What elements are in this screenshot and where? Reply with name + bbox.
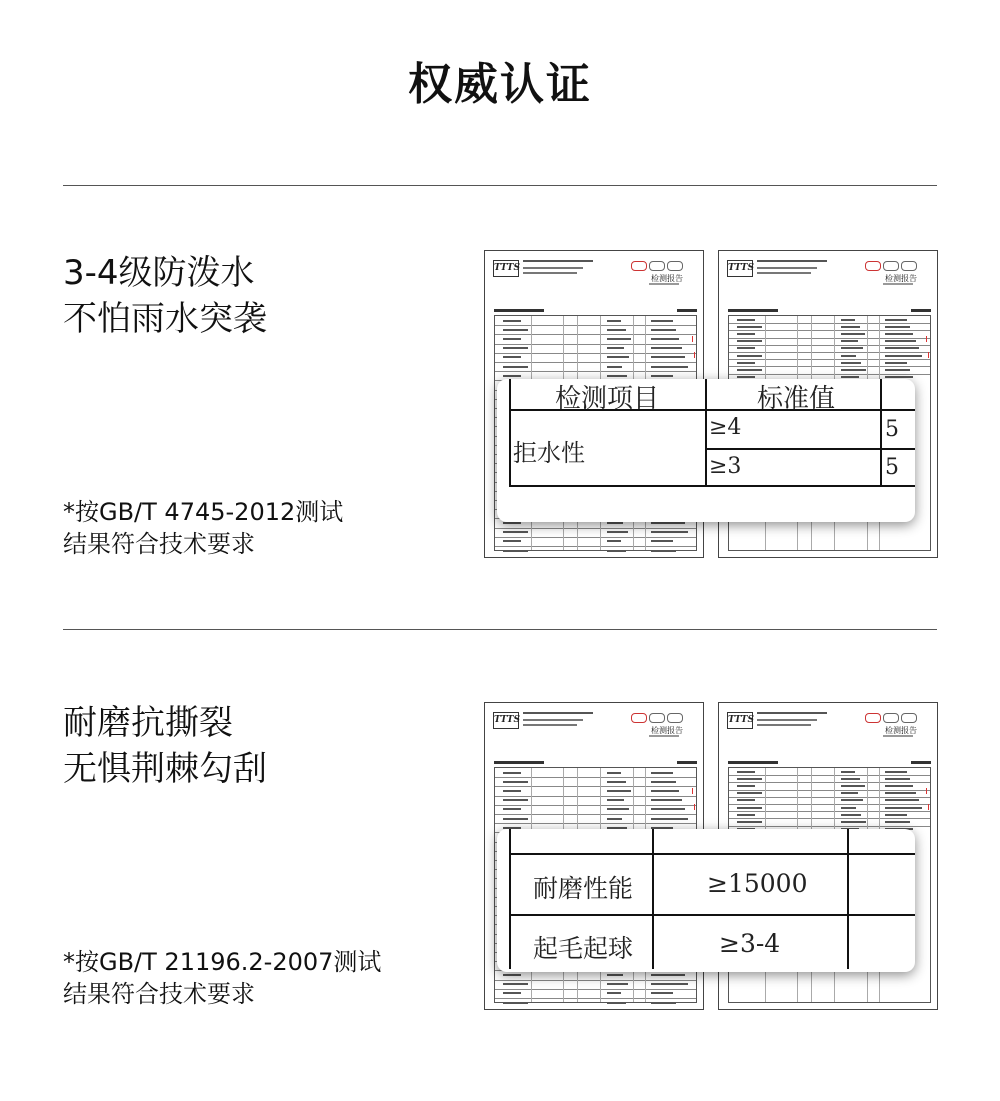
table-text	[885, 821, 910, 823]
table-text	[607, 781, 626, 783]
report-subtitle-line	[649, 283, 679, 285]
report-title: 检测报告	[651, 726, 683, 735]
table-text	[503, 790, 521, 792]
table-rule	[495, 777, 696, 778]
zoomed-result-table	[497, 379, 915, 522]
table-text	[503, 540, 521, 542]
table-text	[503, 347, 528, 349]
table-text	[607, 347, 624, 349]
table-text	[885, 319, 907, 321]
table-text	[885, 369, 910, 371]
table-text	[503, 974, 521, 976]
report-subtitle-line	[649, 735, 679, 737]
table-text	[885, 347, 919, 349]
table-text	[737, 807, 762, 809]
page-number-line	[911, 761, 931, 764]
table-text	[841, 778, 860, 780]
table-text	[651, 781, 676, 783]
ilac-badge-icon	[649, 261, 665, 271]
zoomed-result-table	[497, 829, 915, 972]
cma-badge-icon	[865, 261, 881, 271]
table-text	[841, 821, 866, 823]
table-cell-item: 起毛起球	[533, 934, 634, 963]
table-text	[503, 550, 528, 552]
table-text	[651, 983, 688, 985]
table-text	[503, 799, 528, 801]
table-text	[885, 814, 907, 816]
report-number-line	[728, 761, 778, 764]
table-text	[885, 326, 910, 328]
company-address-line	[757, 719, 817, 721]
report-logo: TTTS	[493, 260, 519, 277]
table-text	[503, 522, 521, 524]
cnas-badge-icon	[667, 713, 683, 723]
table-text	[607, 320, 621, 322]
cnas-badge-icon	[667, 261, 683, 271]
table-text	[607, 540, 621, 542]
table-text	[651, 799, 682, 801]
note-line: 结果符合技术要求	[63, 530, 255, 558]
ilac-badge-icon	[883, 261, 899, 271]
table-text	[651, 522, 685, 524]
table-text	[651, 550, 676, 552]
table-text	[841, 785, 865, 787]
table-cell-standard: ≥15000	[707, 869, 808, 898]
table-text	[737, 347, 755, 349]
table-text	[841, 362, 861, 364]
red-marker	[925, 352, 929, 358]
table-cell-standard: ≥3-4	[719, 929, 781, 958]
page-number-line	[677, 761, 697, 764]
table-text	[607, 799, 624, 801]
table-rule	[729, 345, 930, 346]
table-rule	[729, 804, 930, 805]
cnas-badge-icon	[901, 261, 917, 271]
red-marker	[689, 788, 693, 794]
company-address-line	[757, 272, 811, 274]
cma-badge-icon	[631, 713, 647, 723]
table-text	[503, 366, 528, 368]
company-name-line	[757, 712, 827, 714]
table-text	[651, 531, 688, 533]
ilac-badge-icon	[649, 713, 665, 723]
report-number-line	[494, 761, 544, 764]
table-text	[737, 771, 755, 773]
headline-line: 无惧荆棘勾刮	[63, 749, 267, 789]
red-marker	[923, 788, 927, 794]
table-rule	[729, 775, 930, 776]
table-text	[737, 792, 762, 794]
page-number-line	[677, 309, 697, 312]
report-number-line	[728, 309, 778, 312]
table-text	[841, 376, 859, 378]
table-text	[651, 790, 679, 792]
table-text	[651, 366, 688, 368]
table-rule	[495, 537, 696, 538]
table-text	[737, 362, 755, 364]
company-address-line	[523, 719, 583, 721]
table-rule	[495, 998, 696, 999]
table-text	[607, 790, 631, 792]
company-address-line	[523, 724, 577, 726]
table-text	[651, 540, 673, 542]
table-text	[607, 772, 621, 774]
report-title: 检测报告	[885, 726, 917, 735]
report-logo: TTTS	[727, 260, 753, 277]
table-rule	[495, 344, 696, 345]
table-rule	[495, 353, 696, 354]
table-rule	[495, 796, 696, 797]
headline-line: 耐磨抗撕裂	[63, 703, 233, 743]
table-rule	[729, 323, 930, 324]
table-text	[651, 338, 679, 340]
company-address-line	[757, 724, 811, 726]
table-text	[503, 320, 521, 322]
table-text	[607, 550, 626, 552]
table-rule	[729, 366, 930, 367]
table-text	[885, 340, 916, 342]
table-text	[651, 1002, 676, 1004]
table-text	[841, 792, 858, 794]
table-rule	[729, 811, 930, 812]
table-text	[885, 785, 913, 787]
table-text	[503, 808, 521, 810]
table-text	[607, 366, 622, 368]
table-cell-standard: ≥4	[709, 415, 742, 440]
table-rule	[495, 814, 696, 815]
headline	[63, 250, 267, 342]
table-text	[841, 771, 855, 773]
company-name-line	[523, 712, 593, 714]
table-text	[737, 814, 755, 816]
table-rule	[729, 790, 930, 791]
table-text	[503, 772, 521, 774]
table-text	[737, 778, 762, 780]
test-standard-note	[63, 946, 381, 1010]
table-rule	[495, 786, 696, 787]
table-text	[885, 792, 916, 794]
table-rule	[729, 352, 930, 353]
cnas-badge-icon	[901, 713, 917, 723]
table-rule	[495, 546, 696, 547]
table-rule	[729, 374, 930, 375]
table-text	[737, 785, 755, 787]
table-text	[503, 375, 521, 377]
table-text	[885, 355, 922, 357]
table-text	[841, 799, 863, 801]
table-text	[651, 356, 685, 358]
table-text	[607, 329, 626, 331]
table-text	[607, 338, 631, 340]
table-text	[607, 375, 627, 377]
table-rule	[495, 805, 696, 806]
table-text	[607, 818, 622, 820]
table-rule	[495, 362, 696, 363]
report-number-line	[494, 309, 544, 312]
table-text	[607, 1002, 626, 1004]
table-rule	[729, 782, 930, 783]
table-cell-standard: ≥3	[709, 454, 742, 479]
table-text	[651, 974, 685, 976]
table-cell-result: 5	[885, 417, 899, 442]
company-name-line	[523, 260, 593, 262]
table-text	[737, 333, 755, 335]
report-logo: TTTS	[727, 712, 753, 729]
red-marker	[691, 352, 695, 358]
page-title: 权威认证	[408, 59, 592, 110]
table-text	[503, 329, 528, 331]
table-rule	[729, 797, 930, 798]
table-text	[841, 814, 861, 816]
headline-line: 不怕雨水突袭	[63, 299, 267, 339]
table-text	[607, 974, 623, 976]
company-address-line	[523, 267, 583, 269]
table-text	[607, 808, 629, 810]
table-rule	[729, 338, 930, 339]
company-address-line	[523, 272, 577, 274]
table-text	[841, 333, 865, 335]
table-text	[651, 992, 673, 994]
table-text	[841, 347, 863, 349]
cma-badge-icon	[631, 261, 647, 271]
table-text	[841, 355, 856, 357]
note-line: *按GB/T 21196.2-2007测试	[63, 948, 382, 976]
table-text	[885, 362, 907, 364]
table-rule	[495, 371, 696, 372]
table-text	[503, 983, 528, 985]
note-line: 结果符合技术要求	[63, 980, 255, 1008]
note-line: *按GB/T 4745-2012测试	[63, 498, 344, 526]
table-text	[503, 1002, 528, 1004]
table-rule	[495, 325, 696, 326]
table-rule	[495, 980, 696, 981]
table-text	[503, 992, 521, 994]
table-text	[737, 369, 762, 371]
table-text	[503, 356, 521, 358]
table-cell-result: 5	[885, 455, 899, 480]
red-marker	[923, 336, 927, 342]
table-text	[737, 319, 755, 321]
table-text	[651, 772, 673, 774]
table-text	[651, 808, 685, 810]
table-text	[503, 531, 528, 533]
table-text	[651, 375, 673, 377]
table-text	[651, 347, 682, 349]
report-title: 检测报告	[885, 274, 917, 283]
table-text	[503, 818, 528, 820]
table-text	[841, 369, 866, 371]
report-subtitle-line	[883, 283, 913, 285]
table-header-standard: 标准值	[757, 384, 836, 414]
table-text	[737, 340, 762, 342]
table-text	[503, 781, 528, 783]
red-marker	[925, 804, 929, 810]
table-text	[885, 778, 910, 780]
table-text	[607, 356, 629, 358]
table-text	[737, 376, 755, 378]
table-text	[607, 983, 628, 985]
table-text	[607, 531, 628, 533]
table-text	[885, 771, 907, 773]
table-text	[841, 807, 856, 809]
table-header-item: 检测项目	[555, 384, 660, 414]
table-rule	[729, 359, 930, 360]
table-text	[885, 376, 913, 378]
table-rule	[495, 823, 696, 824]
headline	[63, 700, 267, 792]
table-text	[885, 799, 919, 801]
table-rule	[729, 826, 930, 827]
page-number-line	[911, 309, 931, 312]
red-marker	[691, 804, 695, 810]
table-text	[651, 818, 688, 820]
report-title: 检测报告	[651, 274, 683, 283]
table-cell-item: 耐磨性能	[533, 874, 634, 903]
cma-badge-icon	[865, 713, 881, 723]
table-text	[841, 326, 860, 328]
test-standard-note	[63, 496, 343, 560]
table-text	[841, 319, 855, 321]
section-divider	[63, 629, 937, 630]
table-rule	[495, 528, 696, 529]
report-logo: TTTS	[493, 712, 519, 729]
table-text	[885, 333, 913, 335]
table-rule	[495, 989, 696, 990]
report-subtitle-line	[883, 735, 913, 737]
table-text	[737, 355, 762, 357]
table-text	[841, 340, 858, 342]
table-text	[737, 799, 755, 801]
table-text	[651, 320, 673, 322]
table-text	[737, 821, 762, 823]
table-text	[503, 338, 521, 340]
table-text	[651, 329, 676, 331]
table-rule	[495, 334, 696, 335]
table-text	[737, 326, 762, 328]
table-text	[607, 992, 621, 994]
company-address-line	[757, 267, 817, 269]
table-text	[885, 807, 922, 809]
table-rule	[729, 330, 930, 331]
table-cell-item: 拒水性	[513, 439, 585, 467]
table-text	[607, 522, 623, 524]
headline-line: 3-4级防泼水	[63, 253, 255, 293]
ilac-badge-icon	[883, 713, 899, 723]
table-rule	[729, 818, 930, 819]
section-divider	[63, 185, 937, 186]
company-name-line	[757, 260, 827, 262]
red-marker	[689, 336, 693, 342]
